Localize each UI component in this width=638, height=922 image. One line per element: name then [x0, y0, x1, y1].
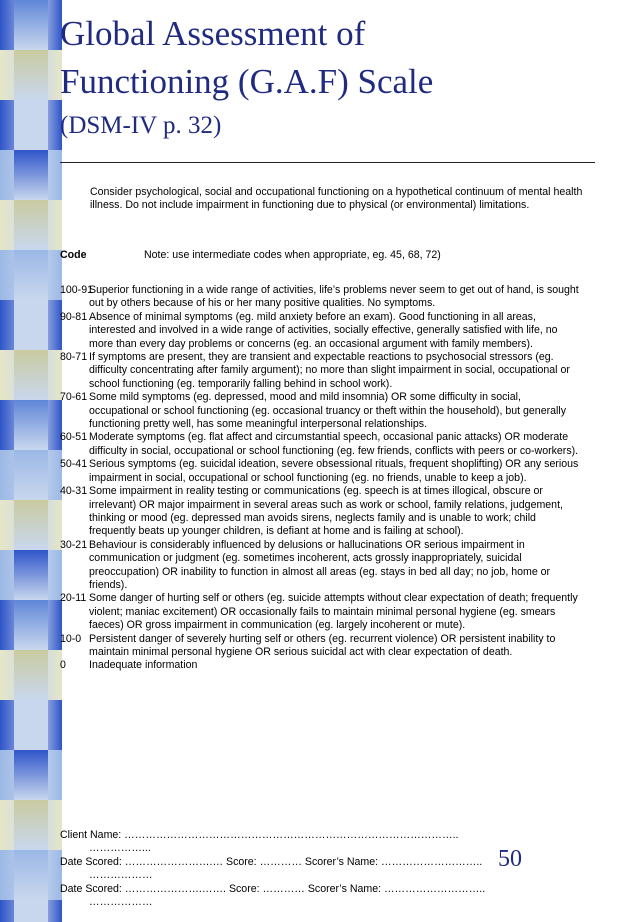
- gaf-entry-0: [60, 659, 580, 672]
- strip-tile-inner: [14, 650, 48, 700]
- gaf-entry-20-11: [60, 592, 580, 632]
- entry-code: 30-21: [60, 538, 88, 551]
- date-scored-field-2: Date Scored: ………………….……. Score: ………… Scorer’s Name: ………………………..: [60, 882, 486, 895]
- date-scored-continuation-2: ………………: [89, 896, 153, 909]
- strip-tile: [0, 800, 62, 850]
- intro-paragraph: Consider psychological, social and occupational functioning on a hypothetical continuum of mental health illness. Do not include impairment in functioning due to physical (or environmental) limitations.: [90, 186, 583, 212]
- title-divider: [60, 162, 595, 163]
- strip-tile-inner: [14, 350, 48, 400]
- strip-tile-inner: [14, 0, 48, 50]
- entry-code: 10-0: [60, 632, 82, 645]
- strip-tile: [0, 900, 62, 922]
- title-line-2: Functioning (G.A.F) Scale: [60, 62, 434, 101]
- gaf-entries-list: [60, 284, 580, 673]
- entry-description: If symptoms are present, they are transient and expectable reactions to psychosocial stressors (eg. difficulty concentrating after family argument); no more than slight impairment in social, occupational or school functioning (eg. temporarily falling behind in school work).: [89, 351, 570, 390]
- strip-tile: [0, 150, 62, 200]
- strip-tile-inner: [14, 700, 48, 750]
- strip-tile-inner: [14, 200, 48, 250]
- strip-tile: [0, 750, 62, 800]
- strip-tile: [0, 700, 62, 750]
- title-line-1: Global Assessment of: [60, 14, 366, 53]
- gaf-entry-90-81: [60, 311, 580, 351]
- entry-description: Serious symptoms (eg. suicidal ideation, severe obsessional rituals, frequent shoplifting) OR any serious impairment in social, occupational or school functioning (eg. no friends, unable to keep a job).: [89, 458, 579, 484]
- strip-tile-inner: [14, 300, 48, 350]
- strip-tile: [0, 200, 62, 250]
- strip-tile-inner: [14, 500, 48, 550]
- client-name-continuation: ……………...: [89, 842, 151, 855]
- page-number: 50: [498, 846, 522, 872]
- strip-tile-inner: [14, 750, 48, 800]
- strip-tile-inner: [14, 50, 48, 100]
- entry-code: 90-81: [60, 310, 88, 323]
- entry-code: 100-91: [60, 284, 93, 296]
- strip-tile: [0, 850, 62, 900]
- entry-code: 80-71: [60, 351, 88, 364]
- entry-description: Superior functioning in a wide range of activities, life’s problems never seem to get out of hand, is sought out by others because of his or her many positive qualities. No symptoms.: [89, 284, 579, 310]
- date-scored-field-1: Date Scored: …………………….… Score: ………… Scorer’s Name: ………………………..: [60, 855, 483, 868]
- strip-tile-inner: [14, 850, 48, 900]
- strip-tile: [0, 400, 62, 450]
- strip-tile-inner: [14, 900, 48, 922]
- strip-tile-inner: [14, 800, 48, 850]
- date-scored-continuation-1: ………………: [89, 869, 153, 882]
- decorative-tile-strip: [0, 0, 62, 922]
- entry-description: Moderate symptoms (eg. flat affect and circumstantial speech, occasional panic attacks) OR moderate difficulty in social, occupational or school functioning (eg. few friends, conflicts with peers or co-workers).: [89, 431, 579, 457]
- entry-code: 70-61: [60, 391, 88, 404]
- strip-tile-inner: [14, 450, 48, 500]
- entry-description: Some mild symptoms (eg. depressed, mood and mild insomnia) OR some difficulty in social, occupational or school functioning (eg. occasional truancy or theft within the household), but generally functioning pretty well, has some meaningful interpersonal relationships.: [89, 391, 567, 431]
- gaf-entry-70-61: [60, 391, 580, 431]
- strip-tile: [0, 0, 62, 50]
- gaf-entry-60-51: [60, 431, 580, 458]
- client-name-field: Client Name: …………………………………………………………………………………..: [60, 829, 459, 841]
- code-column-label: Code: [60, 249, 87, 261]
- title-subtitle: (DSM-IV p. 32): [60, 112, 222, 139]
- gaf-entry-10-0: [60, 633, 580, 660]
- entry-description: Some impairment in reality testing or communications (eg. speech is at times illogical, obscure or irrelevant) OR major impairment in several areas such as work or school, family relations, judgement, thinking or mood (eg. depressed man avoids sirens, neglects family and is unable to work; child frequently beats up younger children, is defiant at home and is failing at school).: [89, 485, 563, 538]
- entry-description: Persistent danger of severely hurting self or others (eg. recurrent violence) OR persistent inability to maintain minimal personal hygiene OR serious suicidal act with clear expectation of death.: [89, 632, 556, 658]
- entry-code: 40-31: [60, 485, 88, 498]
- entry-code: 50-41: [60, 458, 88, 471]
- gaf-entry-50-41: [60, 458, 580, 485]
- entry-description: Inadequate information: [89, 659, 198, 672]
- gaf-entry-100-91: [60, 284, 580, 311]
- strip-tile: [0, 500, 62, 550]
- entry-code: 60-51: [60, 431, 88, 444]
- strip-tile: [0, 300, 62, 350]
- strip-tile: [0, 100, 62, 150]
- strip-tile: [0, 350, 62, 400]
- strip-tile-inner: [14, 150, 48, 200]
- entry-code: 20-11: [60, 592, 87, 605]
- strip-tile: [0, 50, 62, 100]
- strip-tile-inner: [14, 400, 48, 450]
- page-title: [60, 10, 620, 144]
- entry-description: Behaviour is considerably influenced by delusions or hallucinations OR serious impairment in communication or judgment (eg. sometimes incoherent, acts grossly inappropriately, suicidal preoccupation) OR inability to function in almost all areas (eg. stays in bed all day; no job, home or friends).: [89, 538, 551, 591]
- entry-description: Some danger of hurting self or others (eg. suicide attempts without clear expectation of death; frequently violent; maniac excitement) OR occasionally fails to maintain minimal personal hygiene (eg. smears faeces) OR gross impairment in communication (eg. largely incoherent or mute).: [89, 592, 578, 632]
- strip-tile-inner: [14, 600, 48, 650]
- strip-tile-inner: [14, 100, 48, 150]
- strip-tile-inner: [14, 250, 48, 300]
- strip-tile: [0, 450, 62, 500]
- strip-tile-inner: [14, 550, 48, 600]
- code-note: Note: use intermediate codes when appropriate, eg. 45, 68, 72): [144, 249, 441, 261]
- strip-tile: [0, 250, 62, 300]
- gaf-entry-30-21: [60, 539, 580, 593]
- gaf-entry-40-31: [60, 485, 580, 539]
- strip-tile: [0, 550, 62, 600]
- gaf-entry-80-71: [60, 351, 580, 391]
- entry-code: 0: [60, 659, 66, 672]
- strip-tile: [0, 650, 62, 700]
- entry-description: Absence of minimal symptoms (eg. mild anxiety before an exam). Good functioning in all areas, interested and involved in a wide range of activities, socially effective, generally satisfied with life, no more than every day problems or concerns (eg. an occasional argument with family members).: [89, 310, 558, 350]
- strip-tile: [0, 600, 62, 650]
